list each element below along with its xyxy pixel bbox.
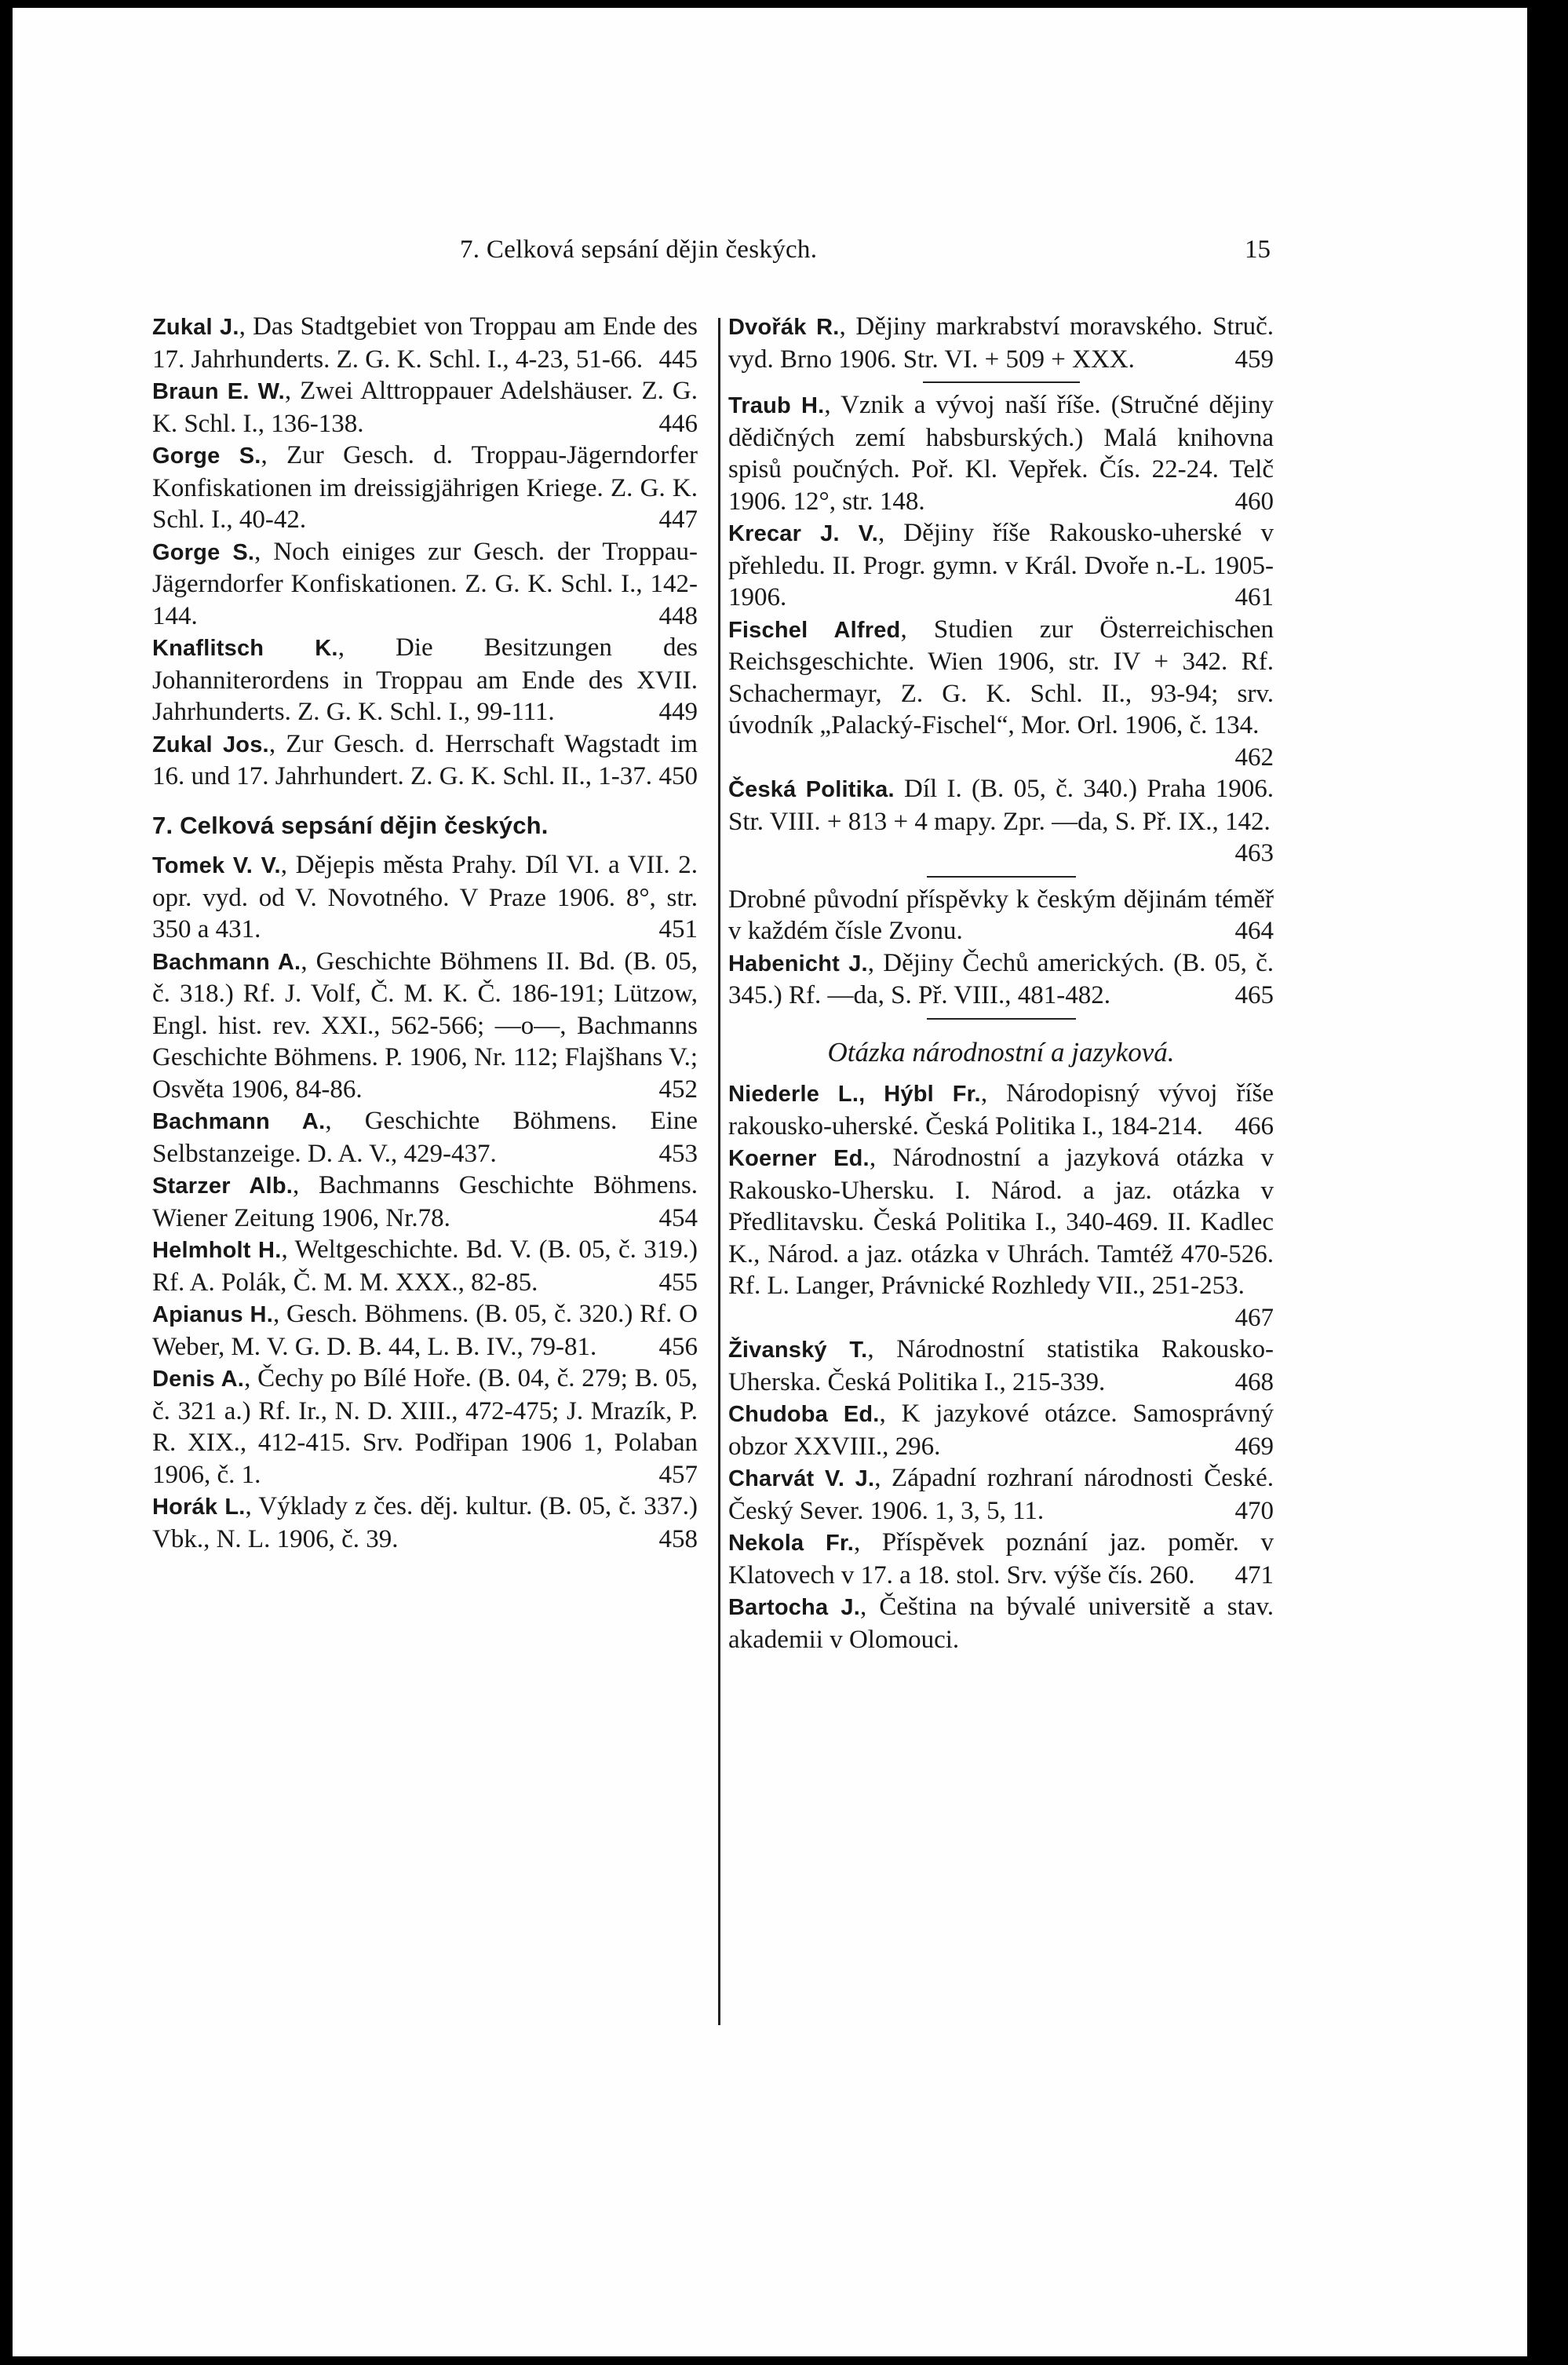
entry-number: 464 [1234, 917, 1274, 945]
bibliography-entry [152, 946, 698, 1106]
entry-author: Helmholt H. [152, 1238, 282, 1263]
entry-author: Nekola Fr. [728, 1531, 854, 1556]
bibliography-entry [152, 536, 698, 633]
entry-number: 451 [658, 915, 698, 943]
entry-author: Česká Politika. [728, 777, 895, 802]
separator-rule [923, 381, 1080, 383]
entry-number: 466 [1234, 1111, 1274, 1141]
page-number: 15 [1245, 235, 1271, 264]
entry-number: 448 [658, 601, 698, 630]
bibliography-entry [728, 389, 1274, 517]
entry-body: , Příspěvek poznání jaz. poměr. v Klatovech v 17. a 18. stol. Srv. výše čís. 260. [728, 1528, 1274, 1589]
entry-body: , Výklady z čes. děj. kultur. (B. 05, č. 337.) Vbk., N. L. 1906, č. 39. [152, 1492, 698, 1553]
entry-body: , Dějepis města Prahy. Díl VI. a VII. 2. opr. vyd. od V. Novotného. V Praze 1906. 8°, str. 350 a 431. [152, 851, 698, 943]
entry-number: 468 [1234, 1367, 1274, 1396]
note-text: Drobné původní příspěvky k českým dějinám téměř v každém čísle Zvonu. [728, 885, 1274, 945]
entry-body: , Weltgeschichte. Bd. V. (B. 05, č. 319.) Rf. A. Polák, Č. M. M. XXX., 82-85. [152, 1235, 698, 1297]
entry-body: , Vznik a vývoj naší říše. (Stručné dějiny dědičných zemí habsburských.) Malá knihovna spisů poučných. Poř. Kl. Vepřek. Čís. 22-24. Telč 1906. 12°, str. 148. [728, 391, 1274, 516]
entry-author: Koerner Ed. [728, 1146, 870, 1171]
entry-author: Denis A. [152, 1367, 245, 1392]
entry-body: , Geschichte Böhmens II. Bd. (B. 05, č. 318.) Rf. J. Volf, Č. M. K. Č. 186-191; Lützow, Engl. hist. rev. XXI., 562-566; —o—, Bachmanns Geschichte Böhmens. P. 1906, Nr. 112; Flajšhans V.; Osvěta 1906, 84-86. [152, 947, 698, 1104]
bibliography-entry [728, 1078, 1274, 1142]
entry-number: 447 [658, 505, 698, 534]
entry-number: 454 [658, 1203, 698, 1232]
entry-number: 465 [1234, 981, 1274, 1009]
subsection-heading: Otázka národnostní a jazyková. [827, 1036, 1175, 1068]
entry-author: Bachmann A. [152, 949, 301, 975]
entry-number: 462 [1234, 743, 1274, 772]
entry-body: , Das Stadtgebiet von Troppau am Ende des 17. Jahrhunderts. Z. G. K. Schl. I., 4-23, 51-66. [152, 312, 698, 374]
entry-author: Knaflitsch K. [152, 636, 338, 661]
bibliography-entry [728, 1527, 1274, 1591]
entry-number: 463 [1234, 839, 1274, 867]
entry-body: , Zwei Alttroppauer Adelshäuser. Z. G. K. Schl. I., 136-138. [152, 377, 698, 438]
entry-body: , Národnostní statistika Rakousko-Uherska. Česká Politika I., 215-339. [728, 1335, 1274, 1396]
bibliography-entry [152, 849, 698, 946]
entry-number: 457 [658, 1460, 698, 1489]
entry-number: 449 [658, 698, 698, 726]
bibliography-entry [728, 614, 1274, 774]
entry-author: Zukal J. [152, 315, 239, 340]
entry-number: 469 [1234, 1432, 1274, 1461]
bibliography-entry [728, 773, 1274, 870]
page [13, 8, 1527, 2356]
entry-author: Gorge S. [152, 443, 261, 469]
entry-body: , Dějiny markrabství moravského. Struč. vyd. Brno 1906. Str. VI. + 509 + XXX. [728, 312, 1274, 374]
entry-body: , Čechy po Bílé Hoře. (B. 04, č. 279; B. 05, č. 321 a.) Rf. Ir., N. D. XIII., 472-475; J. Mrazík, P. R. XIX., 412-415. Srv. Podřipan 1906 1, Polaban 1906, č. 1. [152, 1364, 698, 1489]
right-column [728, 311, 1274, 1655]
bibliography-entry [728, 1591, 1274, 1655]
entry-number: 459 [1234, 345, 1274, 374]
entry-author: Apianus H. [152, 1302, 273, 1327]
bibliography-entry [728, 517, 1274, 614]
bibliography-entry [152, 1105, 698, 1170]
entry-body: , Západní rozhraní národnosti České. Český Sever. 1906. 1, 3, 5, 11. [728, 1464, 1274, 1525]
bibliography-entry [152, 375, 698, 440]
entry-author: Živanský T. [728, 1338, 868, 1363]
entry-author: Fischel Alfred [728, 617, 901, 643]
bibliography-entry [728, 1334, 1274, 1398]
entry-number: 445 [658, 345, 698, 374]
entry-body: , K jazykové otázce. Samosprávný obzor XXVIII., 296. [728, 1400, 1274, 1461]
entry-body: , Die Besitzungen des Johanniterordens in Troppau am Ende des XVII. Jahrhunderts. Z. G. K. Schl. I., 99-111. [152, 633, 698, 726]
entry-number: 446 [658, 409, 698, 438]
separator-rule [927, 876, 1076, 878]
entry-author: Dvořák R. [728, 315, 840, 340]
entry-number: 456 [658, 1332, 698, 1361]
entry-author: Charvát V. J. [728, 1466, 875, 1491]
entry-number: 452 [658, 1075, 698, 1104]
entry-number: 461 [1234, 583, 1274, 611]
entry-author: Bartocha J. [728, 1595, 860, 1620]
bibliography-entry [728, 1142, 1274, 1334]
entry-number: 470 [1234, 1496, 1274, 1525]
entry-author: Niederle L., Hýbl Fr. [728, 1082, 981, 1107]
running-header [13, 235, 1527, 275]
entry-body: , Geschichte Böhmens. Eine Selbstanzeige. D. A. V., 429-437. [152, 1107, 698, 1168]
bibliography-entry [728, 1398, 1274, 1462]
bibliography-entry [152, 1298, 698, 1363]
bibliography-entry [152, 1363, 698, 1491]
entry-number: 471 [1234, 1560, 1274, 1589]
entry-body: , Zur Gesch. d. Troppau-Jägerndorfer Konfiskationen im dreissigjährigen Kriege. Z. G. K. Schl. I., 40-42. [152, 441, 698, 534]
bibliography-entry [152, 1234, 698, 1298]
entry-body: , Bachmanns Geschichte Böhmens. Wiener Zeitung 1906, Nr.78. [152, 1171, 698, 1232]
entry-author: Zukal Jos. [152, 732, 269, 757]
entry-body: , Noch einiges zur Gesch. der Troppau-Jägerndorfer Konfiskationen. Z. G. K. Schl. I., 142-144. [152, 537, 698, 630]
entry-author: Habenicht J. [728, 951, 868, 976]
bibliography-note [728, 884, 1274, 947]
entry-body: , Dějiny Čechů amerických. (B. 05, č. 345.) Rf. —da, S. Př. VIII., 481-482. [728, 948, 1274, 1009]
bibliography-entry [728, 947, 1274, 1012]
running-title: 7. Celková sepsání dějin českých. [460, 235, 818, 264]
entry-number: 455 [658, 1268, 698, 1297]
entry-author: Traub H. [728, 393, 825, 418]
entry-body: , Národnostní a jazyková otázka v Rakousko-Uhersku. I. Národ. a jaz. otázka v Předlitavsku. Česká Politika I., 340-469. II. Kadlec K., Národ. a jaz. otázka v Uhrách. Tamtéž 470-526. Rf. L. Langer, Právnické Rozhledy VII., 251-253. [728, 1144, 1274, 1300]
entry-body: , Dějiny říše Rakousko-uherské v přehledu. II. Progr. gymn. v Král. Dvoře n.-L. 1905-1906. [728, 519, 1274, 611]
entry-body: , Studien zur Österreichischen Reichsgeschichte. Wien 1906, str. IV + 342. Rf. Schachermayr, Z. G. K. Schl. II., 93-94; srv. úvodník „Palacký-Fischel“, Mor. Orl. 1906, č. 134. [728, 615, 1274, 739]
entry-author: Horák L. [152, 1495, 246, 1520]
left-column [152, 311, 698, 1555]
entry-author: Gorge S. [152, 539, 255, 565]
entry-author: Krecar J. V. [728, 521, 878, 546]
entry-author: Tomek V. V. [152, 853, 281, 878]
bibliography-entry [152, 728, 698, 793]
column-divider [718, 318, 720, 2025]
entry-author: Bachmann A. [152, 1109, 326, 1134]
entry-number: 467 [1234, 1303, 1274, 1332]
bibliography-entry [152, 440, 698, 536]
entry-number: 453 [658, 1139, 698, 1168]
bibliography-entry [152, 1491, 698, 1555]
entry-author: Braun E. W. [152, 379, 285, 404]
section-heading: 7. Celková sepsání dějin českých. [152, 811, 549, 839]
entry-number: 460 [1234, 487, 1274, 516]
entry-author: Chudoba Ed. [728, 1402, 880, 1427]
entry-body: , Čeština na bývalé universitě a stav. akademii v Olomouci. [728, 1593, 1274, 1654]
entry-body: Díl I. (B. 05, č. 340.) Praha 1906. Str. VIII. + 813 + 4 mapy. Zpr. —da, S. Př. IX., 142. [728, 775, 1274, 836]
separator-rule [927, 1018, 1076, 1020]
bibliography-entry [152, 311, 698, 375]
entry-body: , Národopisný vývoj říše rakousko-uherské. Česká Politika I., 184-214. [728, 1079, 1274, 1141]
entry-number: 450 [658, 762, 698, 790]
bibliography-entry [728, 311, 1274, 375]
bibliography-entry [152, 632, 698, 728]
bibliography-entry [728, 1462, 1274, 1527]
entry-author: Starzer Alb. [152, 1173, 293, 1199]
entry-body: , Zur Gesch. d. Herrschaft Wagstadt im 16. und 17. Jahrhundert. Z. G. K. Schl. II., 1-37. [152, 729, 698, 790]
entry-body: , Gesch. Böhmens. (B. 05, č. 320.) Rf. O Weber, M. V. G. D. B. 44, L. B. IV., 79-81. [152, 1300, 698, 1361]
bibliography-entry [152, 1170, 698, 1234]
entry-number: 458 [658, 1524, 698, 1553]
